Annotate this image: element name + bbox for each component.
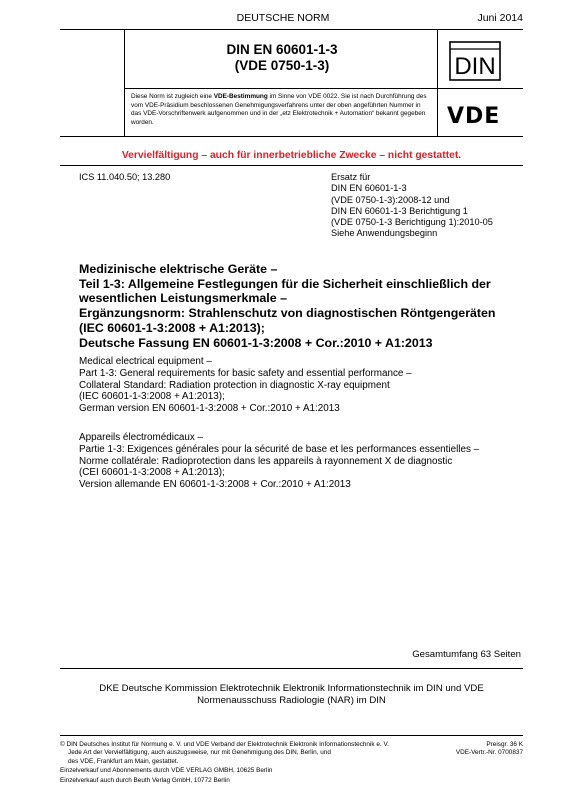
copyright-line: © DIN Deutsches Institut für Normung e. V. und VDE Verband der Elektrotechnik Elektronik Informationstechnik e. V. xyxy=(60,741,389,748)
standard-number: DIN EN 60601-1-3 xyxy=(226,42,338,57)
title-fr-line: Partie 1-3: Exigences générales pour la sécurité de base et les performances essentielles – xyxy=(79,443,480,455)
replacement-line: Ersatz für xyxy=(331,172,371,182)
top-rule xyxy=(60,29,523,30)
vde-note-bold: VDE-Bestimmung xyxy=(213,93,268,100)
title-fr-line: Norme collatérale: Radioprotection dans les appareils à rayonnement X de diagnostic xyxy=(79,455,453,467)
vde-logo-text: VDE xyxy=(447,104,501,129)
title-german xyxy=(79,262,529,350)
title-fr-line: (CEI 60601-1-3:2008 + A1:2013); xyxy=(79,467,225,479)
price-info xyxy=(456,741,523,758)
vde-logo xyxy=(447,104,500,129)
replacement-line: (VDE 0750-1-3):2008-12 und xyxy=(331,194,450,205)
title-de-line: wesentlichen Leistungsmerkmale – xyxy=(79,291,287,306)
vde-note-text: Diese Norm ist zugleich eine xyxy=(131,93,214,100)
vde-number: (VDE 0750-1-3) xyxy=(234,58,330,73)
replacement-info xyxy=(331,172,531,240)
total-pages: Gesamtumfang 63 Seiten xyxy=(412,649,521,660)
sales-info-1: Einzelverkauf und Abonnements durch VDE VERLAG GMBH, 10625 Berlin xyxy=(60,767,273,774)
vde-note-text-2: im Sinne von VDE 0022. Sie ist nach Durchführung des vom VDE-Präsidium beschlossenen Genehmigungsverfahrens unter der oben angeführten Nummer in das VDE-Vorschriftenwerk aufgenommen und in der „etz Elektrotechnik + Automation“ bekannt gegeben worden. xyxy=(131,93,427,126)
mid-rule xyxy=(124,88,523,89)
title-de-line: Deutsche Fassung EN 60601-1-3:2008 + Cor.:2010 + A1:2013 xyxy=(79,335,433,350)
copyright-notice xyxy=(60,741,440,766)
copyright-line: des VDE, Frankfurt am Main, gestattet. xyxy=(68,757,179,765)
dke-top-rule xyxy=(60,668,523,669)
copyright-line: Jede Art der Vervielfältigung, auch auszugsweise, nur mit Genehmigung des DIN, Berlin, und xyxy=(68,749,331,757)
divider-right xyxy=(437,29,438,136)
title-fr-line: Appareils électromédicaux – xyxy=(79,432,204,443)
replacement-line: DIN EN 60601-1-3 xyxy=(331,183,407,194)
title-french xyxy=(79,432,539,491)
din-logo-text: DIN xyxy=(454,53,496,80)
title-de-line: Medizinische elektrische Geräte – xyxy=(79,262,278,276)
title-fr-line: Version allemande EN 60601-1-3:2008 + Cor.:2010 + A1:2013 xyxy=(79,479,351,491)
doc-type: DEUTSCHE NORM xyxy=(236,12,330,24)
header-bottom-rule xyxy=(60,136,523,137)
replacement-line: Siehe Anwendungsbeginn xyxy=(331,228,438,239)
din-logo xyxy=(449,41,501,81)
sales-info-2: Einzelverkauf auch durch Beuth Verlag GmbH, 10772 Berlin xyxy=(60,777,230,784)
title-en-line: Part 1-3: General requirements for basic safety and essential performance – xyxy=(79,367,412,379)
footer-rule xyxy=(60,735,523,736)
ics-code: ICS 11.040.50; 13.280 xyxy=(79,172,171,182)
copy-warning: Vervielfältigung – auch für innerbetriebliche Zwecke – nicht gestattet. xyxy=(121,150,462,161)
price-group: Preisgr. 36 K xyxy=(486,741,523,748)
title-english xyxy=(79,356,529,415)
title-de-line: Teil 1-3: Allgemeine Festlegungen für die Sicherheit einschließlich der xyxy=(79,276,491,291)
title-en-line: German version EN 60601-1-3:2008 + Cor.:2010 + A1:2013 xyxy=(79,403,340,415)
order-number: VDE-Vertr.-Nr. 0700837 xyxy=(455,749,523,757)
title-de-line: (IEC 60601-1-3:2008 + A1:2013); xyxy=(79,320,265,335)
replacement-line: DIN EN 60601-1-3 Berichtigung 1 xyxy=(331,205,468,216)
warning-rule xyxy=(60,165,523,166)
title-en-line: Medical electrical equipment – xyxy=(79,356,212,367)
dke-committee xyxy=(60,683,523,707)
vde-note xyxy=(131,93,431,127)
divider-left xyxy=(124,29,125,136)
title-en-line: (IEC 60601-1-3:2008 + A1:2013); xyxy=(79,391,225,403)
standard-title xyxy=(140,42,424,74)
title-en-line: Collateral Standard: Radiation protection in diagnostic X-ray equipment xyxy=(79,379,390,391)
replacement-line: (VDE 0750-1-3 Berichtigung 1):2010-05 xyxy=(331,217,493,228)
issue-date: Juni 2014 xyxy=(477,12,523,24)
title-de-line: Ergänzungsnorm: Strahlenschutz von diagnostischen Röntgengeräten xyxy=(79,306,496,321)
dke-line-1: DKE Deutsche Kommission Elektrotechnik Elektronik Informationstechnik im DIN und VDE xyxy=(99,683,484,694)
dke-line-2: Normenausschuss Radiologie (NAR) im DIN xyxy=(197,695,386,706)
